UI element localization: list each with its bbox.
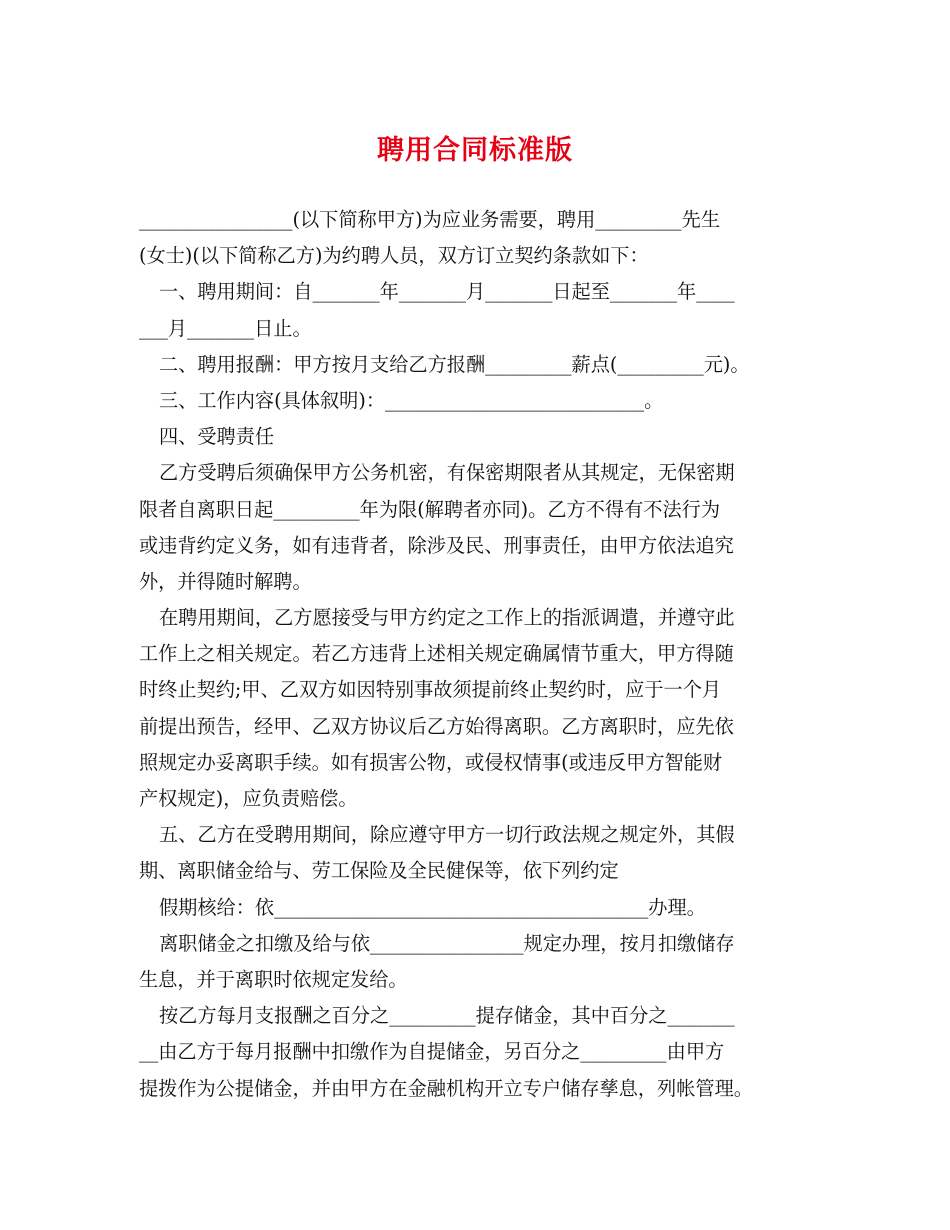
paragraph-line: [139, 311, 829, 347]
paragraph-line-text: 期、离职储金给与、劳工保险及全民健保等，依下列约定: [139, 859, 619, 883]
paragraph-line: [139, 890, 829, 926]
paragraph-line-text: 时终止契约;甲、乙双方如因特别事故须提前终止契约时，应于一个月: [139, 678, 722, 702]
paragraph-line-text: 生息，并于离职时依规定发给。: [139, 967, 408, 991]
paragraph-line-text: 按乙方每月支报酬之百分之_________提存储金，其中百分之_______: [159, 1004, 735, 1028]
paragraph-line: [139, 564, 829, 600]
paragraph-line-text: 限者自离职日起_________年为限(解聘者亦同)。乙方不得有不法行为: [139, 497, 721, 521]
paragraph-line: [139, 672, 829, 708]
paragraph-line: [139, 492, 829, 528]
paragraph-line: [139, 347, 829, 383]
document-body: [139, 202, 829, 1107]
paragraph-line: [139, 528, 829, 564]
paragraph-line: [139, 1034, 829, 1070]
paragraph-line: [139, 853, 829, 889]
paragraph-line: [139, 600, 829, 636]
paragraph-line-text: (女士)(以下简称乙方)为约聘人员，双方订立契约条款如下：: [139, 244, 649, 268]
paragraph-line-text: ___月_______日止。: [139, 316, 312, 340]
paragraph-line-text: 外，并得随时解聘。: [139, 569, 312, 593]
paragraph-line-text: __由乙方于每月报酬中扣缴作为自提储金，另百分之_________由甲方: [139, 1040, 725, 1064]
paragraph-line-text: 前提出预告，经甲、乙双方协议后乙方始得离职。乙方离职时，应先依: [139, 714, 734, 738]
paragraph-line-text: 一、聘用期间：自_______年_______月_______日起至_______年____: [159, 280, 735, 304]
paragraph-line-text: 产权规定)，应负责赔偿。: [139, 787, 358, 810]
paragraph-line: [139, 745, 829, 781]
paragraph-line: [139, 455, 829, 491]
paragraph-line-text: 工作上之相关规定。若乙方违背上述相关规定确属情节重大，甲方得随: [139, 642, 734, 666]
document-title: 聘用合同标准版: [377, 135, 573, 166]
paragraph-line-text: 离职储金之扣缴及给与依________________规定办理，按月扣缴储存: [159, 931, 735, 955]
paragraph-line-text: 假期核给：依_______________________________________办理。: [159, 895, 706, 919]
paragraph-line: [139, 383, 829, 419]
paragraph-line-text: 照规定办妥离职手续。如有损害公物，或侵权情事(或违反甲方智能财: [139, 750, 723, 774]
paragraph-line: [139, 926, 829, 962]
paragraph-line-text: 在聘用期间，乙方愿接受与甲方约定之工作上的指派调遣，并遵守此: [159, 606, 735, 630]
paragraph-line-text: 二、聘用报酬：甲方按月支给乙方报酬_________薪点(_________元)。: [159, 352, 750, 376]
paragraph-line: [139, 1071, 829, 1107]
paragraph-line-text: 四、受聘责任: [159, 425, 275, 449]
paragraph-line: [139, 636, 829, 672]
paragraph-line: [139, 709, 829, 745]
paragraph-line: [139, 998, 829, 1034]
paragraph-line: [139, 202, 829, 238]
paragraph-line: [139, 962, 829, 998]
paragraph-line-text: 或违背约定义务，如有违背者，除涉及民、刑事责任，由甲方依法追究: [139, 533, 734, 557]
paragraph-line: [139, 781, 829, 817]
paragraph-line: [139, 274, 829, 310]
paragraph-line-text: ________________(以下简称甲方)为应业务需要，聘用_________先生: [139, 208, 721, 231]
paragraph-line-text: 提拨作为公提储金，并由甲方在金融机构开立专户储存孳息，列帐管理。: [139, 1076, 753, 1100]
paragraph-line-text: 乙方受聘后须确保甲方公务机密，有保密期限者从其规定，无保密期: [159, 461, 735, 485]
paragraph-line-text: 五、乙方在受聘用期间，除应遵守甲方一切行政法规之规定外，其假: [159, 823, 735, 847]
paragraph-line: [139, 817, 829, 853]
paragraph-line-text: 三、工作内容(具体叙明)：___________________________。: [159, 388, 664, 412]
paragraph-line: [139, 419, 829, 455]
paragraph-line: [139, 238, 829, 274]
